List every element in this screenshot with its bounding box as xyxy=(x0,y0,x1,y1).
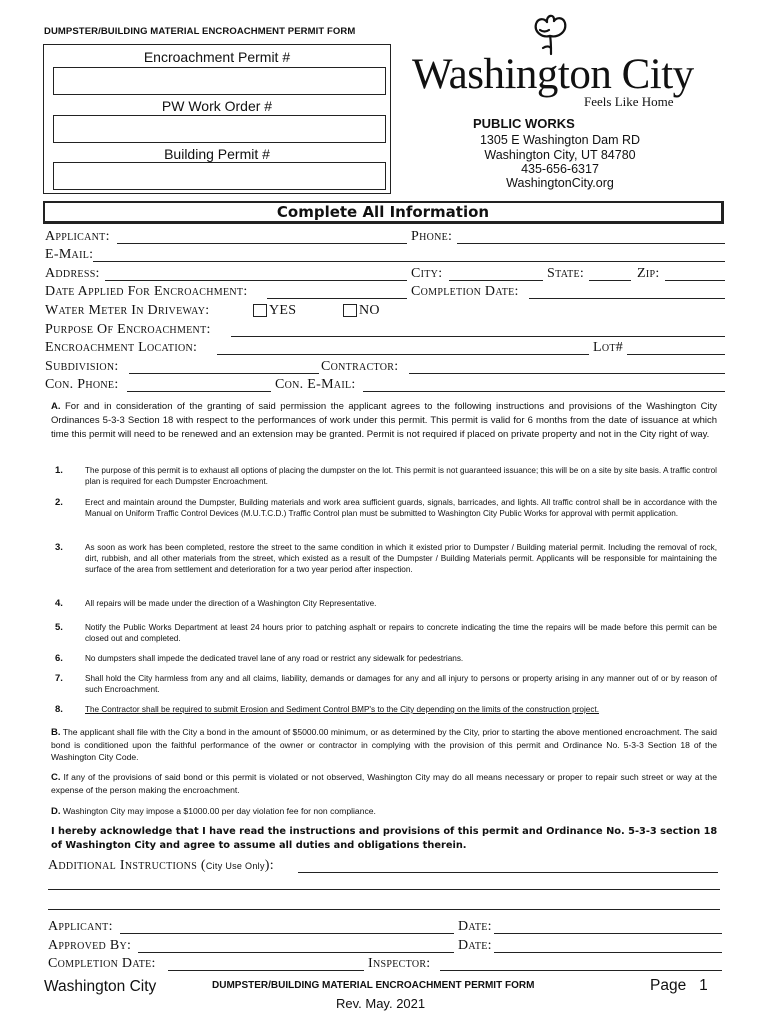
applicant-label: Applicant: xyxy=(45,229,110,244)
signoff-applicant-label: Applicant: xyxy=(48,919,113,934)
section-c-text: If any of the provisions of said bond or this permit is violated or not observed, Washington City may do all means necessary or proper to repair such street or way at the expense of the person making the encroachment. xyxy=(51,772,717,795)
form-row xyxy=(45,265,725,283)
pw-work-order-label: PW Work Order # xyxy=(161,98,273,114)
approved-by-field[interactable] xyxy=(138,952,454,953)
con-phone-label: Con. Phone: xyxy=(45,377,119,392)
approved-date-field[interactable] xyxy=(494,952,722,953)
no-checkbox[interactable] xyxy=(343,304,357,317)
office-phone: 435-656-6317 xyxy=(521,162,599,176)
form-row xyxy=(45,283,725,301)
no-option[interactable] xyxy=(343,303,380,319)
date-applied-field[interactable] xyxy=(267,298,407,299)
section-d-letter: D. xyxy=(51,806,61,817)
additional-instructions-row xyxy=(48,857,724,875)
section-b xyxy=(51,726,717,763)
section-a xyxy=(51,400,717,442)
con-email-label: Con. E-Mail: xyxy=(275,377,356,392)
additional-instructions-line[interactable] xyxy=(48,909,720,910)
form-title: DUMPSTER/BUILDING MATERIAL ENCROACHMENT PERMIT FORM xyxy=(44,26,356,37)
subdivision-label: Subdivision: xyxy=(45,359,119,374)
location-label: Encroachment Location: xyxy=(45,340,198,355)
state-label: State: xyxy=(547,266,585,281)
pw-work-order-field[interactable] xyxy=(53,115,386,143)
lot-label: Lot# xyxy=(593,340,624,355)
section-c-letter: C. xyxy=(51,772,61,783)
city-label: City: xyxy=(411,266,443,281)
signoff-completion-field[interactable] xyxy=(168,970,364,971)
footer-revision: Rev. May. 2021 xyxy=(336,996,426,1011)
form-row xyxy=(45,246,725,264)
building-permit-label: Building Permit # xyxy=(164,146,270,162)
form-row xyxy=(45,321,725,339)
signoff-row xyxy=(48,955,724,973)
purpose-field[interactable] xyxy=(231,336,725,337)
zip-field[interactable] xyxy=(665,280,725,281)
approved-date-label: Date: xyxy=(458,938,492,953)
inspector-label: Inspector: xyxy=(368,956,431,971)
footer-page-number: Page 1 xyxy=(650,977,708,994)
water-meter-label: Water Meter In Driveway: xyxy=(45,303,210,318)
office-address-line: 1305 E Washington Dam RD xyxy=(479,133,641,147)
yes-option[interactable] xyxy=(253,303,296,319)
footer-title: DUMPSTER/BUILDING MATERIAL ENCROACHMENT PERMIT FORM xyxy=(212,980,535,991)
completion-date-label: Completion Date: xyxy=(411,284,519,299)
signoff-row xyxy=(48,937,724,955)
city-field[interactable] xyxy=(449,280,543,281)
office-title: PUBLIC WORKS xyxy=(473,116,575,131)
purpose-label: Purpose Of Encroachment: xyxy=(45,322,211,337)
date-applied-label: Date Applied For Encroachment: xyxy=(45,284,248,299)
email-field[interactable] xyxy=(93,261,725,262)
yes-checkbox[interactable] xyxy=(253,304,267,317)
state-field[interactable] xyxy=(589,280,631,281)
form-row xyxy=(45,228,725,246)
acknowledgement: I hereby acknowledge that I have read the instructions and provisions of this permit and Ordinance No. 5-3-3 section 18 of Washington City and agree to assume all duties and obligations therein. xyxy=(51,826,718,851)
office-website: WashingtonCity.org xyxy=(506,176,614,190)
phone-label: Phone: xyxy=(411,229,453,244)
signoff-row xyxy=(48,918,724,936)
subdivision-field[interactable] xyxy=(129,373,319,374)
contractor-label: Contractor: xyxy=(321,359,399,374)
address-field[interactable] xyxy=(105,280,407,281)
signoff-date-field[interactable] xyxy=(494,933,722,934)
con-email-field[interactable] xyxy=(363,391,725,392)
section-banner: Complete All Information xyxy=(43,201,724,224)
section-b-text: The applicant shall file with the City a bond in the amount of $5000.00 minimum, or as determined by the City, prior to starting the above mentioned encroachment. The said bond is conditioned upon the faithful performance of the owner or contractor in complying with the provision of this permit and Ordinance No. 5-3-3 Section 18 of the Washington City Code. xyxy=(51,727,718,762)
building-permit-field[interactable] xyxy=(53,162,386,190)
approved-by-label: Approved By: xyxy=(48,938,132,953)
location-field[interactable] xyxy=(217,354,589,355)
section-a-letter: A. xyxy=(51,401,61,412)
zip-label: Zip: xyxy=(637,266,660,281)
footer-city: Washington City xyxy=(44,978,157,995)
form-row xyxy=(45,376,725,394)
permit-number-box xyxy=(43,44,391,194)
contractor-field[interactable] xyxy=(409,373,725,374)
additional-instructions-label: Additional Instructions (City Use Only): xyxy=(48,858,274,873)
signoff-completion-label: Completion Date: xyxy=(48,956,156,971)
completion-date-field[interactable] xyxy=(529,298,725,299)
encroachment-permit-label: Encroachment Permit # xyxy=(143,49,291,65)
encroachment-permit-field[interactable] xyxy=(53,67,386,95)
section-a-text: For and in consideration of the granting of said permission the applicant agrees to the following instructions and provisions of the Washington City Ordinances 5-3-3 Section 18 with respect to the performances of work under this permit. This permit is valid for 6 months from the date of issuance at which time this permit will need to be renewed and an extension may be granted. Permit is not required if placed on private property and not in the City right of way. xyxy=(51,401,717,440)
form-row xyxy=(45,358,725,376)
inspector-field[interactable] xyxy=(440,970,722,971)
form-row xyxy=(45,339,725,357)
section-d-text: Washington City may impose a $1000.00 per day violation fee for non compliance. xyxy=(62,806,376,816)
yes-label: YES xyxy=(269,303,297,318)
office-address-line: Washington City, UT 84780 xyxy=(484,148,636,162)
signoff-applicant-field[interactable] xyxy=(120,933,454,934)
additional-instructions-line[interactable] xyxy=(48,889,720,890)
additional-instructions-field[interactable] xyxy=(298,872,718,873)
address-label: Address: xyxy=(45,266,100,281)
form-row xyxy=(45,302,725,320)
section-d xyxy=(51,805,717,818)
logo-wordmark: Washington City xyxy=(412,51,694,98)
logo-tagline: Feels Like Home xyxy=(584,94,674,109)
phone-field[interactable] xyxy=(457,243,725,244)
con-phone-field[interactable] xyxy=(127,391,271,392)
email-label: E-Mail: xyxy=(45,247,94,262)
section-c xyxy=(51,771,717,796)
section-b-letter: B. xyxy=(51,727,61,738)
signoff-date-label: Date: xyxy=(458,919,492,934)
no-label: NO xyxy=(359,303,380,318)
applicant-field[interactable] xyxy=(117,243,407,244)
lot-field[interactable] xyxy=(627,354,725,355)
